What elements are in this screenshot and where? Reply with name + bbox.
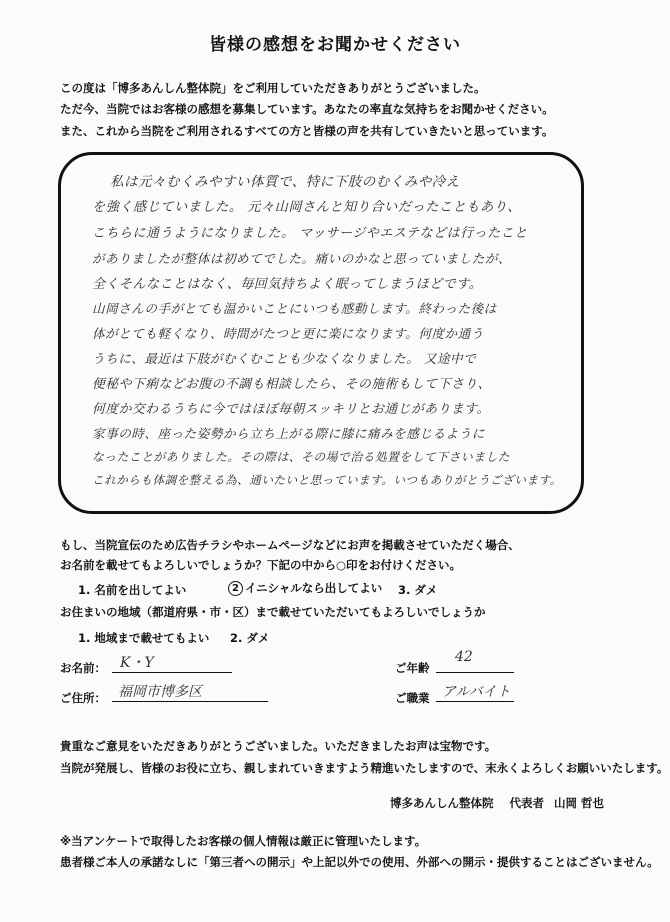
signature-clinic: 博多あんしん整体院: [390, 796, 494, 810]
clinic-name: 博多あんしん整体院: [117, 81, 221, 95]
permission-question-2: お住まいの地域（都道府県・市・区）まで載せていただいてもよろしいでしょうか: [60, 605, 486, 619]
handwritten-line: 山岡さんの手がとても温かいことにいつも感動します。終わった後は: [92, 301, 497, 316]
handwritten-line: 便秘や下痢などお腹の不調も相談したら、その施術もして下さり、: [92, 377, 491, 392]
option-region-ok[interactable]: 1. 地域まで載せてもよい: [78, 631, 210, 645]
handwritten-line: 何度か交わるうちに今ではほぼ毎朝スッキリとお通じがあります。: [92, 402, 490, 417]
handwritten-line: を強く感じていました。 元々山岡さんと知り合いだったこともあり、: [92, 200, 522, 215]
permission-question-1-line-2: お名前を載せてもよろしいでしょうか？下記の中から○印をお付けください。: [60, 558, 462, 572]
intro-line-3: また、これから当院をご利用されるすべての方と皆様の声を共有していきたいと思っています。: [60, 124, 554, 138]
privacy-note-2: 患者様ご本人の承諾なしに「第三者への開示」や上記以外での使用、外部への開示・提供することはございません。: [60, 855, 659, 869]
option-name-ok[interactable]: 1. 名前を出してよい: [78, 583, 187, 597]
option-region-no[interactable]: 2. ダメ: [230, 631, 270, 645]
address-value: 福岡市博多区: [118, 684, 202, 700]
intro-line-2: ただ今、当院ではお客様の感想を募集しています。あなたの率直な気持ちをお聞かせください。: [60, 102, 554, 116]
option-initials-label: イニシャルなら出してよい: [245, 581, 383, 595]
permission-question-1-line-1: もし、当院宣伝のため広告チラシやホームページなどにお声を掲載させていただく場合、: [60, 538, 520, 552]
page-title: 皆様の感想をお聞かせください: [209, 35, 461, 55]
handwritten-line: 私は元々むくみやすい体質で、特に下肢のむくみや冷え: [110, 174, 460, 190]
handwritten-line: 全くそんなことはなく、毎回気持ちよく眠ってしまうほどです。: [92, 277, 483, 292]
signature: [390, 795, 604, 811]
option-initials-ok[interactable]: [228, 580, 382, 596]
closing-line-2: 当院が発展し、皆様のお役に立ち、親しまれていきますよう精進いたしますので、末永くよろしくお願いいたします。: [60, 761, 669, 775]
intro-line-1-after: 」をご利用していただきありがとうございました。: [221, 81, 486, 95]
age-label: ご年齢: [395, 661, 430, 675]
intro-line-1-before: この度は「: [60, 81, 118, 95]
signature-rep-label: 代表者: [509, 796, 545, 810]
name-value: K・Y: [120, 655, 154, 671]
age-field[interactable]: [436, 654, 514, 673]
name-label: お名前：: [60, 661, 106, 675]
occupation-value: アルバイト: [442, 684, 511, 700]
intro-line-1: [60, 80, 486, 96]
handwritten-line: うちに、最近は下肢がむくむことも少なくなりました。 又途中で: [92, 351, 477, 366]
address-label: ご住所：: [60, 691, 106, 705]
selected-circle-mark: 2: [228, 581, 243, 596]
occupation-label: ご職業: [395, 691, 430, 705]
closing-line-1: 貴重なご意見をいただきありがとうございました。いただきましたお声は宝物です。: [60, 739, 497, 753]
handwritten-line: こちらに通うようになりました。 マッサージやエステなどは行ったこと: [92, 226, 528, 241]
handwritten-line: がありましたが整体は初めてでした。痛いのかなと思っていましたが、: [92, 251, 511, 266]
handwritten-line: 家事の時、座った姿勢から立ち上がる際に膝に痛みを感じるように: [92, 426, 485, 441]
handwritten-line: 体がとても軽くなり、時間がたつと更に楽になります。何度か通う: [92, 326, 484, 341]
handwritten-line: これからも体調を整える為、通いたいと思っています。いつもありがとうございます。: [92, 473, 562, 487]
privacy-note-1: ※当アンケートで取得したお客様の個人情報は厳正に管理いたします。: [60, 834, 427, 848]
age-value: 42: [455, 649, 473, 665]
signature-rep-name: 山岡 哲也: [554, 796, 605, 810]
handwritten-line: なったことがありました。その際は、その場で治る処置をして下さいました: [92, 450, 511, 464]
option-no[interactable]: 3. ダメ: [398, 583, 438, 597]
